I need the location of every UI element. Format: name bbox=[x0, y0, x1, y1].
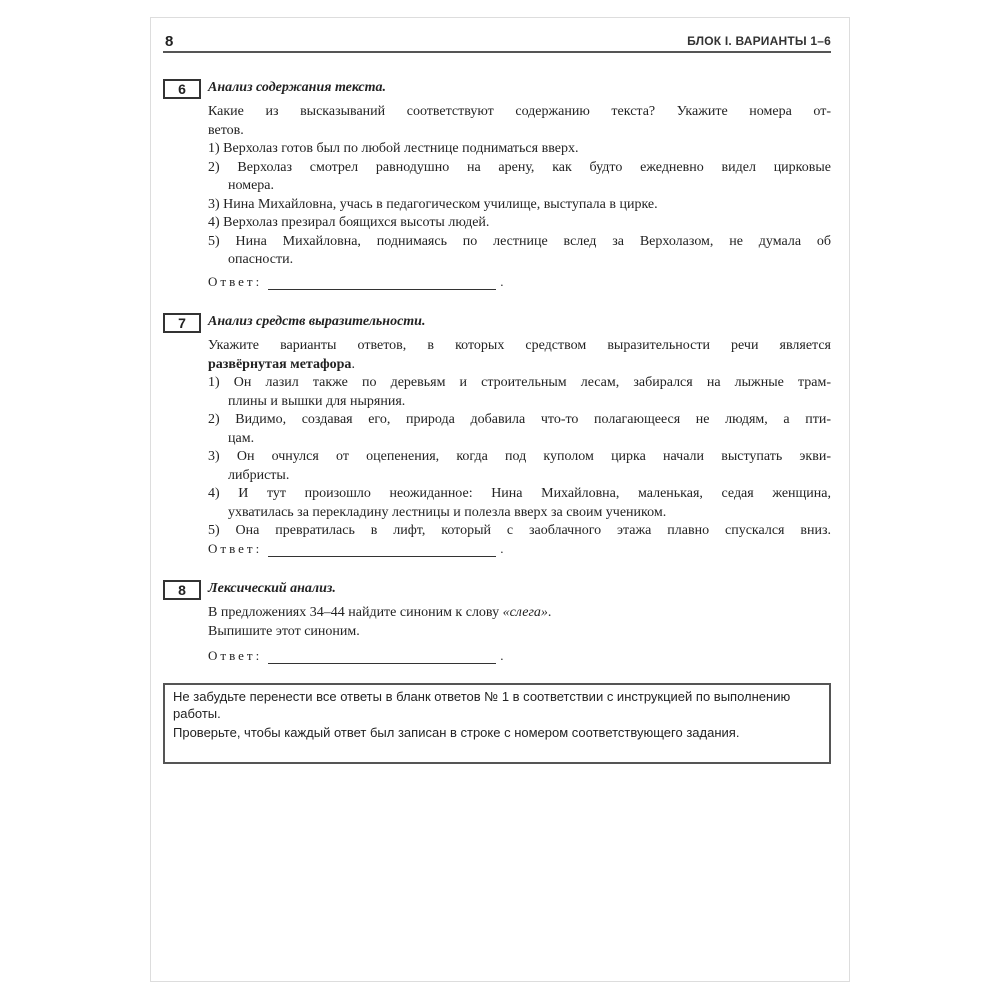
task-body bbox=[208, 103, 831, 270]
answer-row: Ответ: . bbox=[208, 541, 504, 556]
task-title: Анализ средств выразительности. bbox=[208, 314, 426, 329]
option-2-cont: номера. bbox=[228, 178, 275, 193]
task-number-box: 8 bbox=[163, 580, 201, 600]
option-2: 2) Верхолаз смотрел равнодушно на арену, как будто ежедневно видел цирковые bbox=[208, 159, 831, 175]
option-4: 4) Верхолаз презирал боящихся высоты людей. bbox=[208, 215, 490, 230]
task-line: В предложениях 34–44 найдите синоним к слову «слега». bbox=[208, 605, 552, 620]
option-2: 2) Видимо, создавая его, природа добавила что-то полагающееся не людям, а пти- bbox=[208, 412, 831, 427]
notice-paragraph: Не забудьте перенести все ответы в бланк ответов № 1 в соответствии с инструкцией по выполнению работы. bbox=[173, 689, 791, 721]
option-4: 4) И тут произошло неожиданное: Нина Михайловна, маленькая, седая женщина, bbox=[208, 486, 831, 501]
option-5: 5) Нина Михайловна, поднимаясь по лестнице вслед за Верхолазом, не думала об bbox=[208, 233, 831, 249]
instruction-notice bbox=[163, 683, 831, 764]
option-1-cont: плины и вышки для ныряния. bbox=[228, 393, 406, 409]
option-3: 3) Он очнулся от оцепенения, когда под куполом цирка начали выступать экви- bbox=[208, 449, 831, 464]
answer-row: Ответ: . bbox=[208, 648, 504, 663]
task-intro-cont: развёрнутая метафора. bbox=[208, 356, 355, 372]
block-title: БЛОК I. ВАРИАНТЫ 1–6 bbox=[687, 34, 831, 48]
answer-field[interactable] bbox=[268, 543, 496, 557]
task-line: Какие из высказываний соответствуют содержанию текста? Укажите номера от- bbox=[208, 104, 831, 119]
task-title: Анализ содержания текста. bbox=[208, 80, 387, 95]
answer-label: Ответ: bbox=[208, 274, 263, 289]
task-title: Лексический анализ. bbox=[208, 581, 336, 596]
term-bold: развёрнутая метафора bbox=[208, 356, 352, 372]
answer-field[interactable] bbox=[268, 650, 496, 664]
option-2-cont: цам. bbox=[228, 430, 255, 446]
option-5: 5) Она превратилась в лифт, который с заоблачного этажа плавно спускался вниз. bbox=[208, 523, 831, 538]
task-line: Выпишите этот синоним. bbox=[208, 623, 360, 639]
option-1: 1) Верхолаз готов был по любой лестнице подниматься вверх. bbox=[208, 141, 579, 156]
task-body bbox=[208, 604, 831, 641]
option-3-cont: либристы. bbox=[228, 467, 290, 483]
page-header bbox=[163, 31, 831, 53]
answer-row: Ответ: . bbox=[208, 274, 504, 289]
notice-paragraph: Проверьте, чтобы каждый ответ был записан в строке с номером соответствующего задания. bbox=[173, 725, 740, 740]
answer-field[interactable] bbox=[268, 276, 496, 290]
option-4-cont: ухватилась за перекладину лестницы и полезла вверх за своим учеником. bbox=[228, 504, 667, 520]
page-number: 8 bbox=[165, 33, 174, 50]
target-word: «слега» bbox=[502, 605, 548, 620]
answer-label: Ответ: bbox=[208, 648, 263, 663]
option-1: 1) Он лазил также по деревьям и строительным лесам, забирался на лыжные трам- bbox=[208, 375, 831, 390]
option-3: 3) Нина Михайловна, учась в педагогическом училище, выступала в цирке. bbox=[208, 196, 658, 212]
task-number-box: 6 bbox=[163, 79, 201, 99]
task-number-box: 7 bbox=[163, 313, 201, 333]
task-line: ветов. bbox=[208, 122, 244, 138]
task-body bbox=[208, 337, 831, 541]
option-5-cont: опасности. bbox=[228, 252, 294, 267]
task-intro: Укажите варианты ответов, в которых средством выразительности речи является bbox=[208, 338, 831, 353]
answer-label: Ответ: bbox=[208, 541, 263, 556]
